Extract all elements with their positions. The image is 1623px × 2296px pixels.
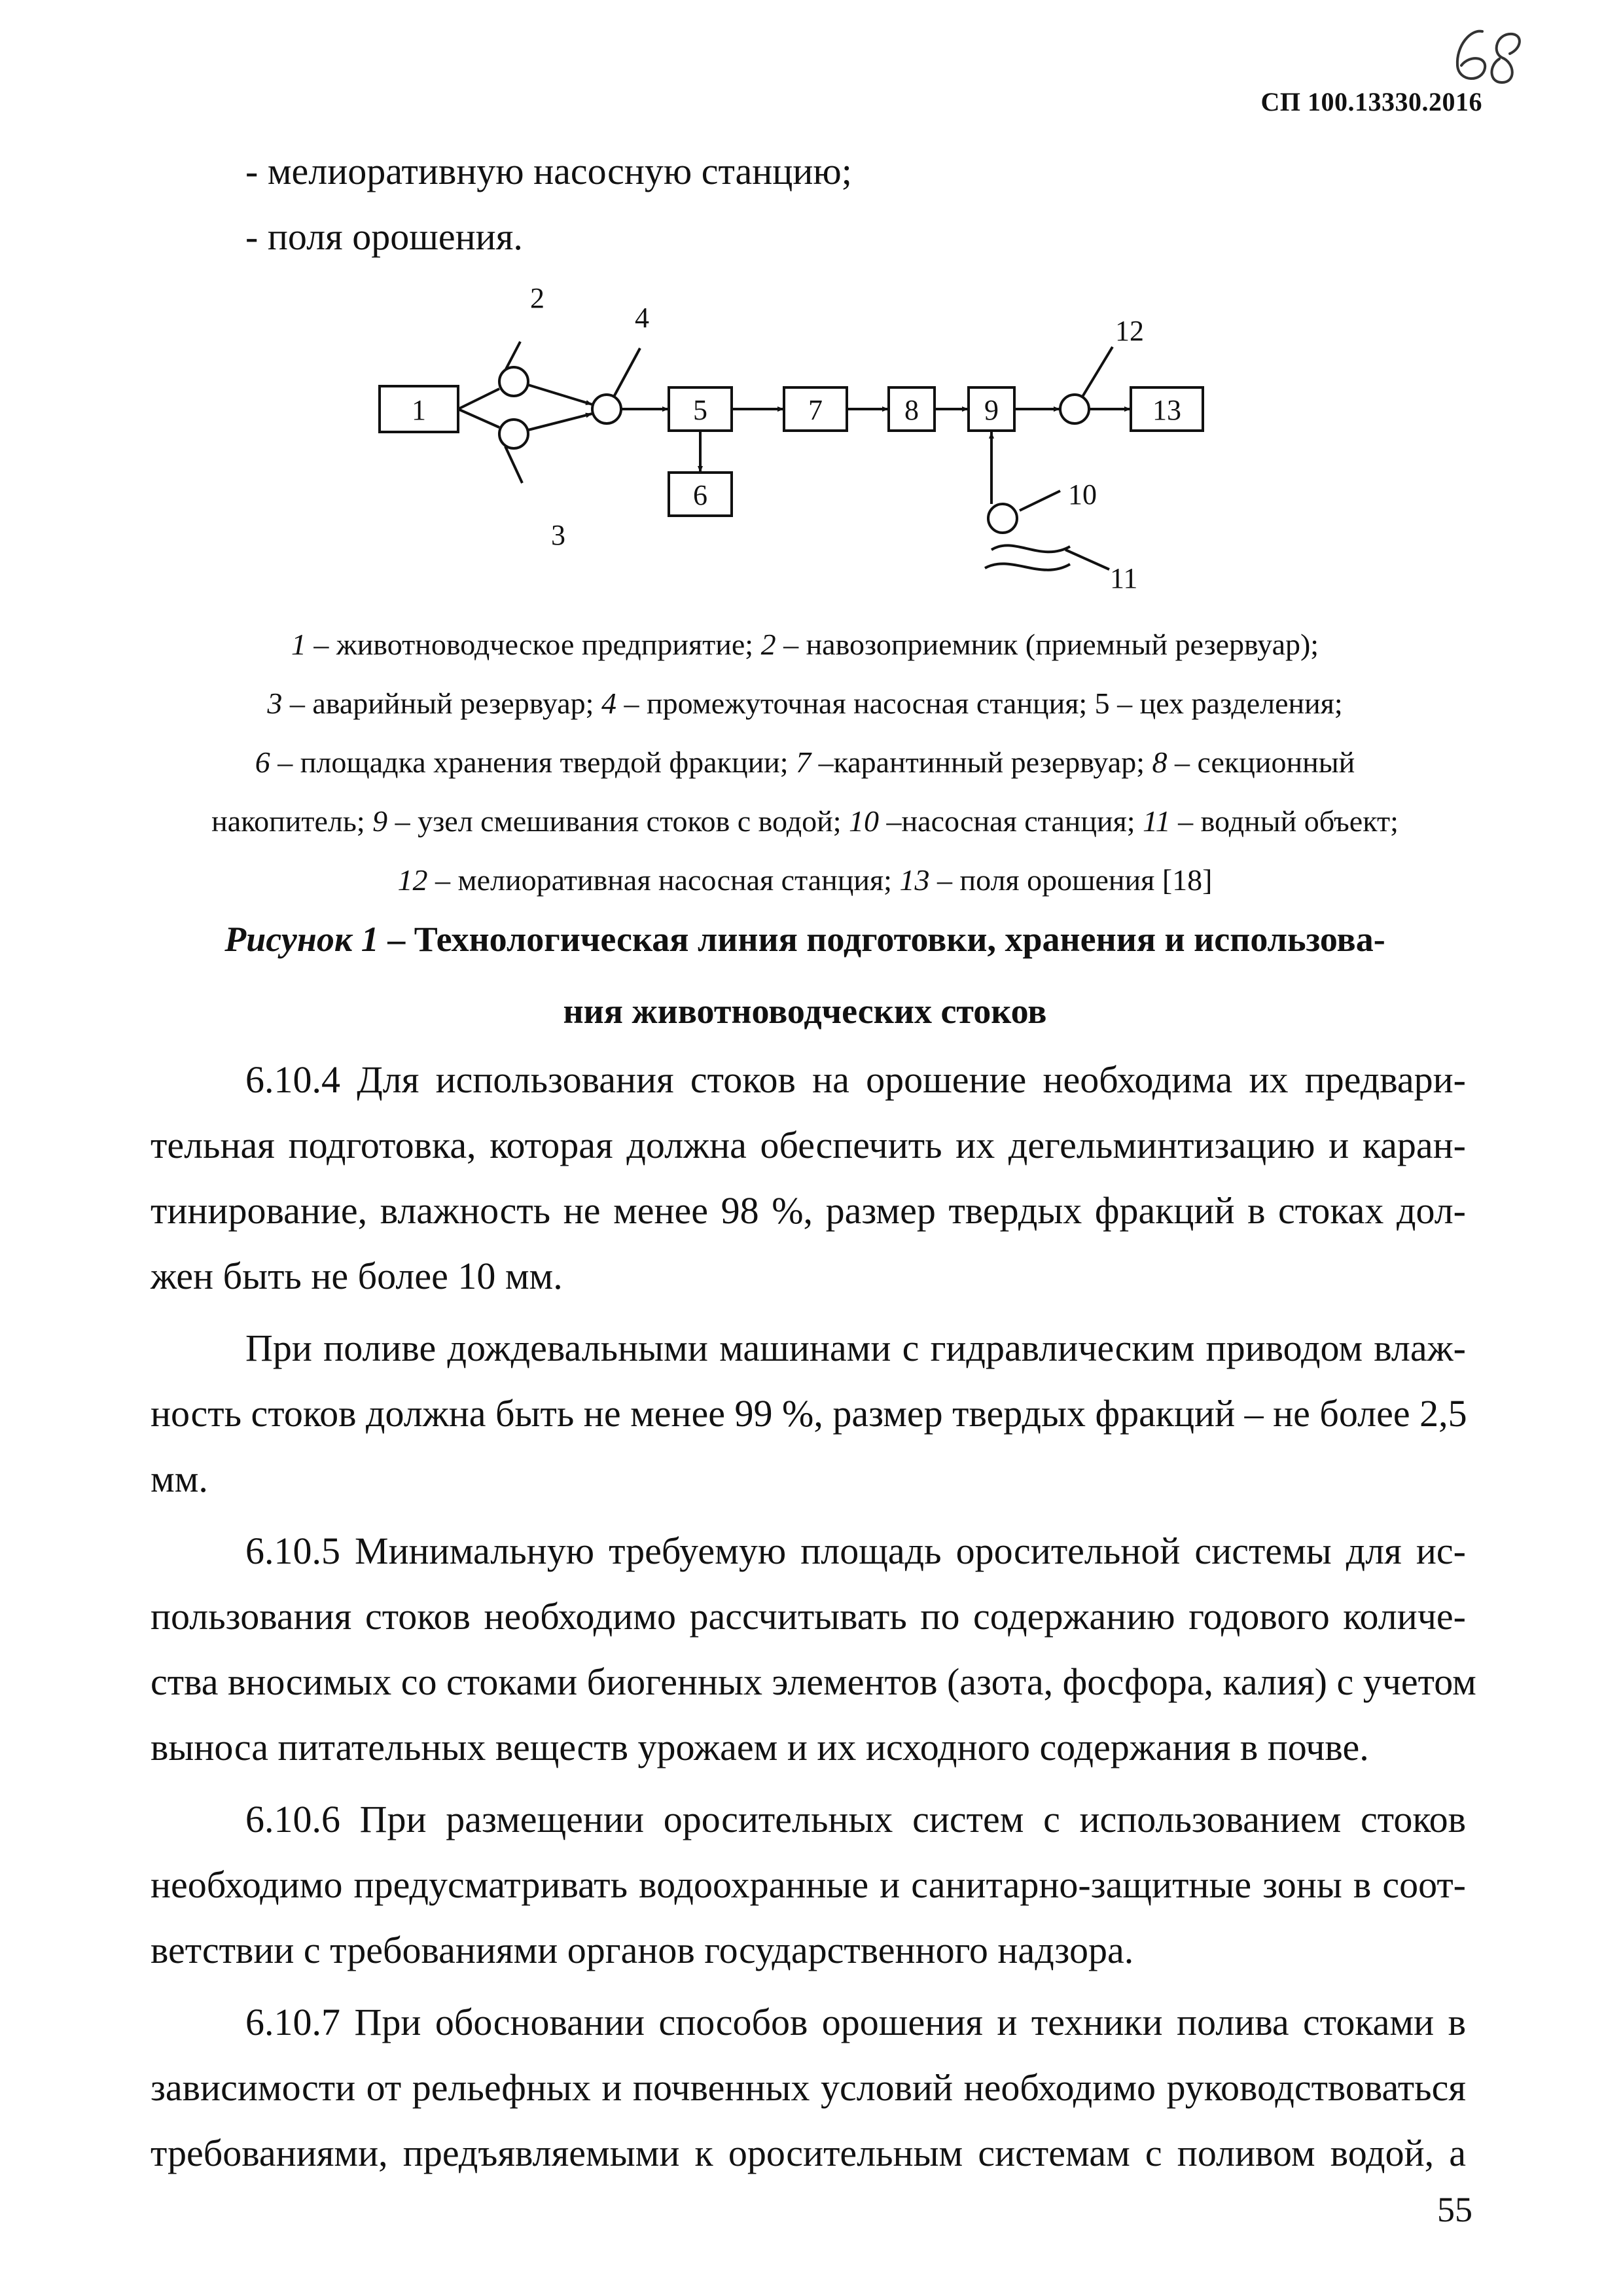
block-label: 13 [1152,394,1181,426]
callout-label: 4 [635,302,649,334]
water-body-symbol [985,545,1070,569]
block-label: 7 [808,394,823,426]
page-number: 55 [1437,2190,1472,2229]
intro-list-item: - поля орошения. [245,215,523,258]
document-code: СП 100.13330.2016 [1260,87,1482,117]
paragraph-6-10-6-line: ветствии с требованиями органов государственного надзора. [151,1929,1134,1971]
intro-list-item: - мелиоративную насосную станцию; [245,150,852,192]
paragraph-6-10-6-line: 6.10.6 При размещении оросительных систем с использованием стоков [245,1798,1466,1840]
paragraph-6-10-4-line: жен быть не более 10 мм. [151,1255,563,1297]
paragraph-irrigation-line: мм. [151,1458,208,1500]
legend-item-number: 13 [899,863,930,897]
block-label: 1 [412,394,426,426]
node-4-circle [592,395,621,423]
paragraph-6-10-5-line: выноса питательных веществ урожаем и их исходного содержания в почве. [151,1726,1369,1768]
paragraph-6-10-7-line: зависимости от рельефных и почвенных условий необходимо руководствоваться [151,2066,1466,2109]
legend-item-number: 12 [397,863,428,897]
legend-item-text: –карантинный резервуар; [811,745,1152,779]
paragraph-irrigation-line: ность стоков должна быть не менее 99 %, размер твердых фракций – не более 2,5 [151,1392,1467,1435]
paragraph-6-10-5-line: 6.10.5 Минимальную требуемую площадь оросительной системы для ис- [245,1530,1466,1572]
legend-item-number: 6 [255,745,270,779]
legend-item-text: – узел смешивания стоков с водой; [387,804,849,838]
paragraph-6-10-7-line: 6.10.7 При обосновании способов орошения и техники полива стоками в [245,2001,1466,2043]
legend-item-number: 7 [796,745,812,779]
legend-item-number: 8 [1152,745,1168,779]
callout-label: 3 [551,519,565,551]
legend-item-number: 3 [267,687,283,720]
figure-legend-line [151,733,1459,792]
legend-item-text: – промежуточная насосная станция; 5 – цех разделения; [616,687,1343,720]
legend-item-text: – водный объект; [1170,804,1399,838]
paragraph-6-10-7-line: требованиями, предъявляемыми к оросительным системам с поливом водой, а [151,2132,1466,2174]
figure-legend-line [151,792,1459,851]
block-label: 8 [904,394,919,426]
legend-item-text: – животноводческое предприятие; [306,628,761,661]
figure-label: Рисунок 1 [224,920,379,959]
node-3-circle [499,420,528,448]
paragraph-6-10-6-line: необходимо предусматривать водоохранные и санитарно-защитные зоны в соот- [151,1863,1466,1906]
block-label: 9 [984,394,999,426]
callout-label: 2 [530,282,544,314]
handwritten-page-mark [1436,20,1535,92]
legend-item-text: накопитель; [211,804,373,838]
legend-item-text: – навозоприемник (приемный резервуар); [776,628,1319,661]
legend-item-text: – площадка хранения твердой фракции; [270,745,796,779]
callout-label: 12 [1115,315,1144,347]
callout-label: 11 [1110,562,1138,594]
figure-title-continuation: ния животноводческих стоков [563,992,1047,1031]
legend-item-text: – мелиоративная насосная станция; [427,863,900,897]
paragraph-6-10-5-line: пользования стоков необходимо рассчитывать по содержанию годового количе- [151,1595,1466,1638]
figure-legend-line [151,851,1459,910]
node-10-circle [988,504,1017,533]
legend-item-number: 4 [601,687,616,720]
paragraph-6-10-4-line: 6.10.4 Для использования стоков на орошение необходима их предвари- [245,1058,1466,1101]
legend-item-text: – секционный [1167,745,1355,779]
paragraph-6-10-5-line: ства вносимых со стоками биогенных элементов (азота, фосфора, калия) с учетом [151,1660,1476,1703]
paragraph-6-10-4-line: тельная подготовка, которая должна обеспечить их дегельминтизацию и каран- [151,1124,1466,1166]
legend-item-text: – аварийный резервуар; [282,687,601,720]
node-2-circle [499,367,528,396]
legend-item-number: 1 [291,628,306,661]
figure-title [151,903,1459,975]
process-flow-diagram [366,275,1257,615]
legend-item-text: –насосная станция; [879,804,1143,838]
node-12-circle [1060,395,1089,423]
paragraph-irrigation-line: При поливе дождевальными машинами с гидравлическим приводом влаж- [245,1327,1466,1369]
callout-label: 10 [1068,478,1097,511]
legend-item-text: – поля орошения [18] [929,863,1213,897]
legend-item-number: 11 [1143,804,1171,838]
figure-legend-line [151,674,1459,733]
figure-legend-line [151,615,1459,674]
legend-item-number: 9 [372,804,388,838]
figure-title-text: – Технологическая линия подготовки, хранения и использова- [378,920,1385,959]
legend-item-number: 10 [849,804,880,838]
paragraph-6-10-4-line: тинирование, влажность не менее 98 %, размер твердых фракций в стоках дол- [151,1189,1466,1232]
block-label: 6 [693,479,707,511]
legend-item-number: 2 [760,628,776,661]
block-label: 5 [693,394,707,426]
